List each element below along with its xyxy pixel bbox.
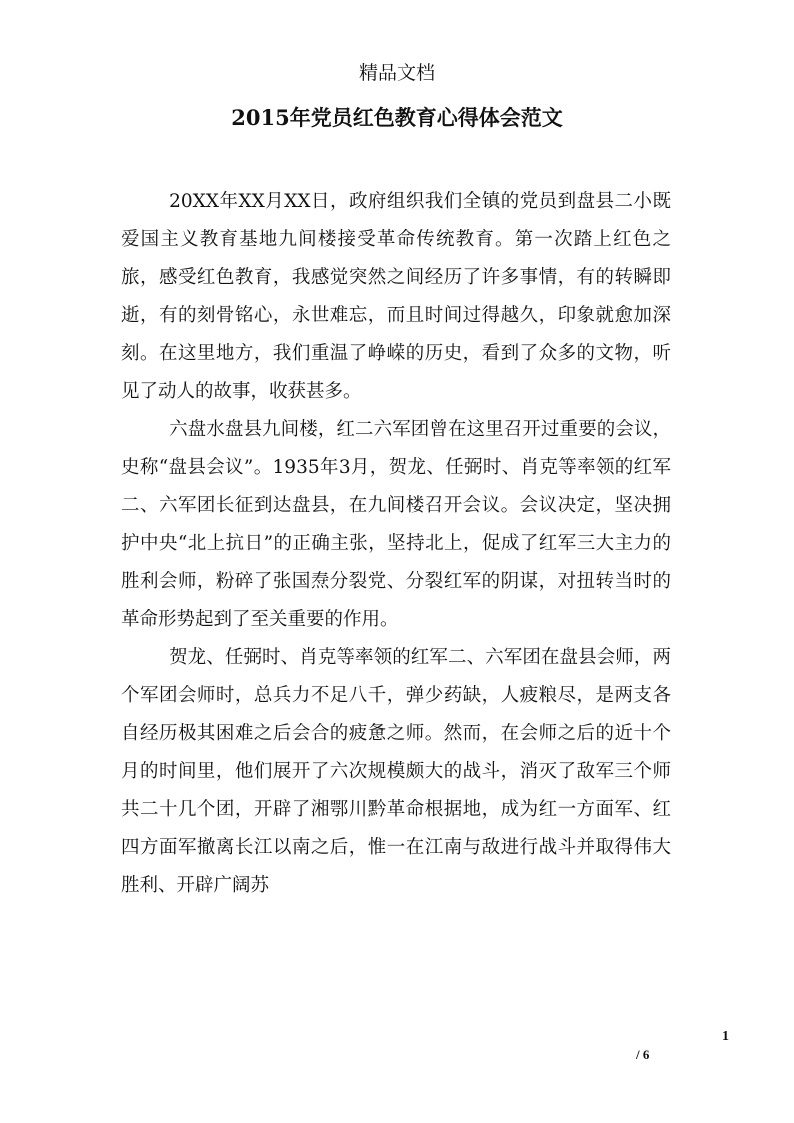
paragraph-2: 六盘水盘县九间楼，红二六军团曾在这里召开过重要的会议，史称“盘县会议”。1935年3月，贺龙、任弼时、肖克等率领的红军二、六军团长征到达盘县，在九间楼召开会议。会议决定，坚决拥护中央“北上抗日”的正确主张，坚持北上，促成了红军三大主力的胜利会师，粉碎了张国焘分裂党、分裂红军的阴谋，对扭转当时的革命形势起到了至关重要的作用。	[121, 419, 671, 630]
document-title: 2015年党员红色教育心得体会范文	[231, 105, 563, 130]
paragraph-1: 20XX年XX月XX日，政府组织我们全镇的党员到盘县二小既爱国主义教育基地九间楼接受革命传统教育。第一次踏上红色之旅，感受红色教育，我感觉突然之间经历了许多事情，有的转瞬即逝，有的刻骨铭心，永世难忘，而且时间过得越久，印象就愈加深刻。在这里地方，我们重温了峥嵘的历史，看到了众多的文物，听见了动人的故事，收获甚多。	[121, 191, 671, 402]
document-body	[121, 183, 671, 905]
document-header: 精品文档	[358, 62, 435, 84]
page-total: / 6	[636, 1047, 650, 1062]
page-number: 1	[722, 1029, 729, 1044]
paragraph-3: 贺龙、任弼时、肖克等率领的红军二、六军团在盘县会师，两个军团会师时，总兵力不足八千，弹少药缺，人疲粮尽，是两支各自经历极其困难之后会合的疲惫之师。然而，在会师之后的近十个月的时间里，他们展开了六次规模颇大的战斗，消灭了敌军三个师共二十几个团，开辟了湘鄂川黔革命根据地，成为红一方面军、红四方面军撤离长江以南之后，惟一在江南与敌进行战斗并取得伟大胜利、开辟广阔苏	[121, 647, 671, 896]
